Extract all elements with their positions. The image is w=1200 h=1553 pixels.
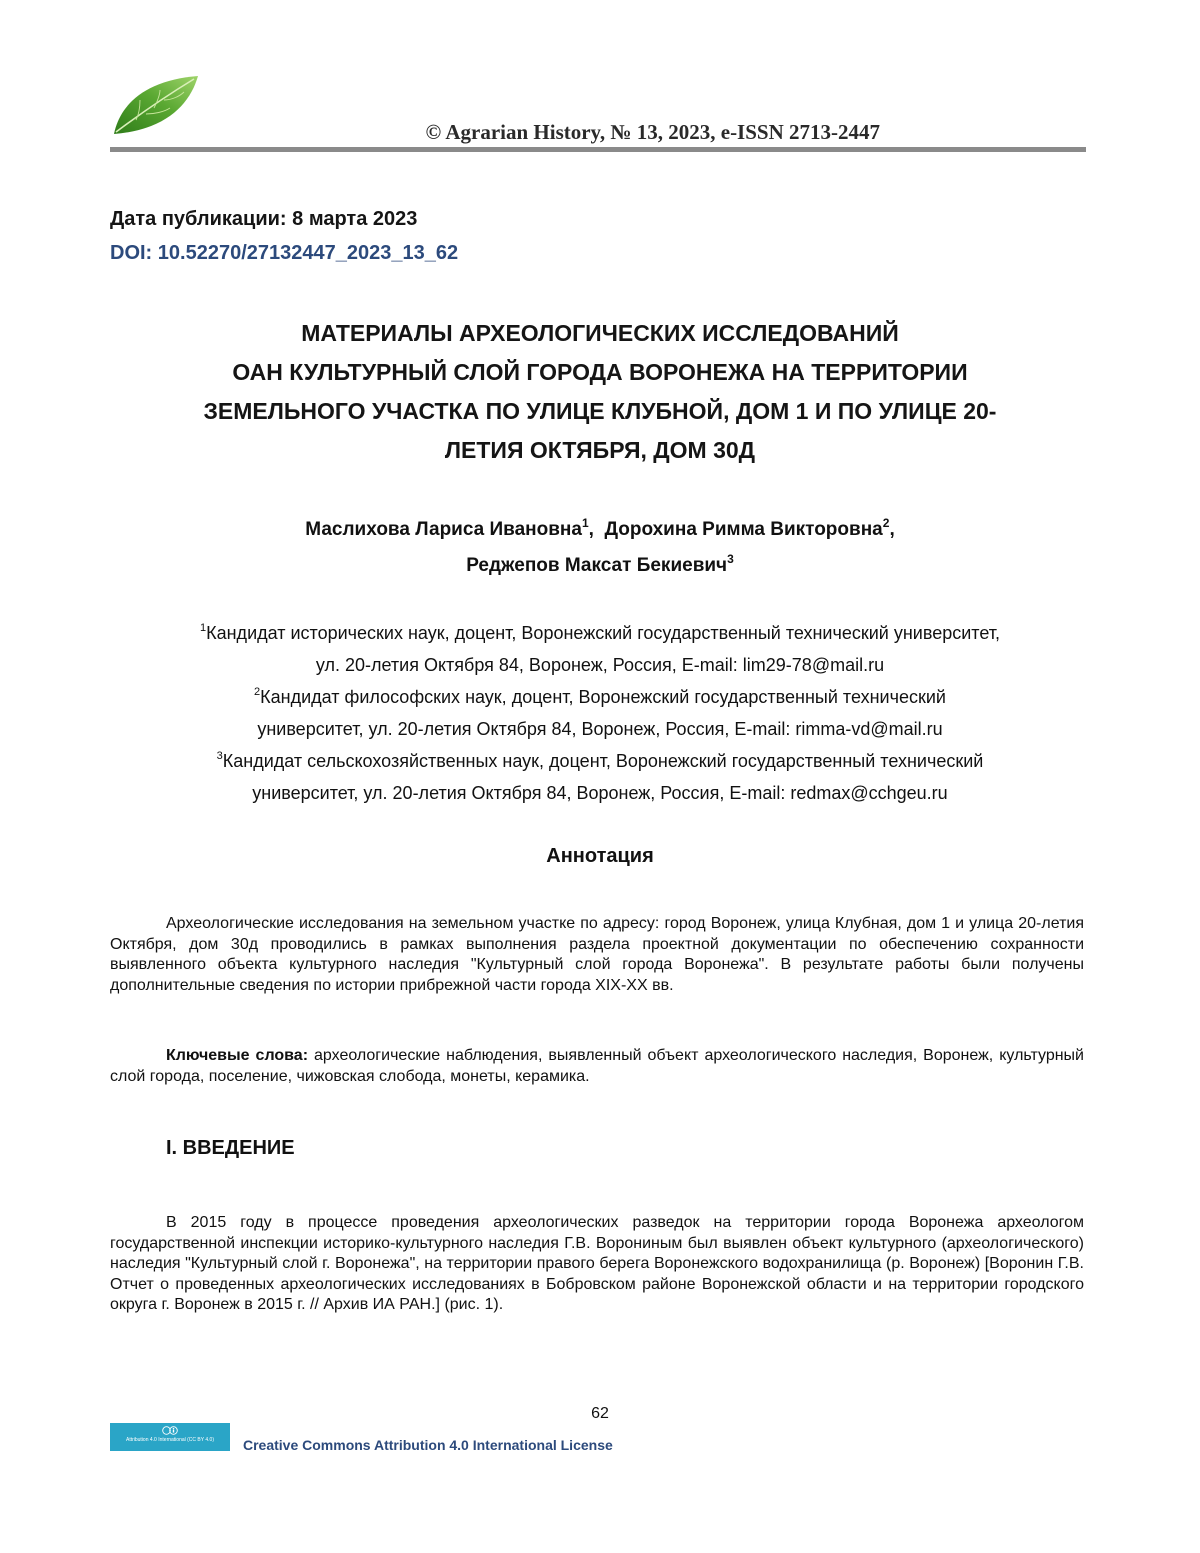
affiliation-line: университет, ул. 20-летия Октября 84, Воронеж, Россия, E-mail: rimma-vd@mail.ru	[257, 719, 943, 739]
affiliation-line	[110, 681, 1090, 713]
keywords-text: археологические наблюдения, выявленный объект археологического наследия, Воронеж, культурный слой города, поселение, чижовская слобода, монеты, керамика.	[110, 1047, 1084, 1085]
journal-line: © Agrarian History, № 13, 2023, e-ISSN 2713-2447	[425, 120, 880, 144]
section-heading: I. ВВЕДЕНИЕ	[166, 1137, 295, 1159]
affiliation-sup: 1	[200, 622, 207, 634]
article-title	[110, 314, 1090, 470]
authors-line	[110, 548, 1090, 584]
affiliation-line	[110, 745, 1090, 777]
abstract-heading: Аннотация	[546, 845, 654, 867]
cc-license-badge[interactable]	[110, 1423, 230, 1451]
author-list	[110, 512, 1090, 584]
author-separator: ,	[588, 519, 605, 540]
author-sup: 1	[581, 516, 589, 530]
affiliation-sup: 2	[254, 686, 261, 698]
section-text: В 2015 году в процессе проведения археологических разведок на территории города Воронежа археологом государственной инспекции историко-культурного наследия Г.В. Ворониным был выявлен объект культурного (археологического) наследия "Культурный слой г. Воронежа", на территории правого берега Воронежского водохранилища (р. Воронеж) [Воронин Г.В. Отчет о проведенных археологических исследованиях в Бобровском районе Воронежской области и на территории городского округа г. Воронеж в 2015 г. // Архив ИА РАН.] (рис. 1).	[110, 1214, 1084, 1313]
title-line: ЛЕТИЯ ОКТЯБРЯ, ДОМ 30Д	[444, 437, 756, 463]
affiliation-line	[110, 617, 1090, 649]
author-sup: 2	[882, 516, 890, 530]
keywords-label: Ключевые слова:	[166, 1047, 309, 1064]
authors-line	[110, 512, 1090, 548]
keywords	[110, 1046, 1084, 1087]
page-number: 62	[591, 1405, 609, 1422]
cc-by-icon	[162, 1426, 178, 1435]
affiliation-line: ул. 20-летия Октября 84, Воронеж, Россия, E-mail: lim29-78@mail.ru	[315, 655, 885, 675]
page-header	[110, 70, 1086, 154]
license-link[interactable]: Creative Commons Attribution 4.0 International License	[243, 1437, 613, 1453]
title-line: МАТЕРИАЛЫ АРХЕОЛОГИЧЕСКИХ ИССЛЕДОВАНИЙ	[301, 320, 899, 346]
abstract-text: Археологические исследования на земельном участке по адресу: город Воронеж, улица Клубная, дом 1 и улица 20-летия Октября, дом 30д проводились в рамках выполнения раздела проектной документации по обеспечению сохранности выявленного объекта культурного наследия "Культурный слой города Воронежа". В результате работы были получены дополнительные сведения по истории прибрежной части города XIX-XX вв.	[110, 915, 1084, 994]
header-rule	[110, 147, 1086, 152]
affiliations	[110, 617, 1090, 809]
title-line: ОАН КУЛЬТУРНЫЙ СЛОЙ ГОРОДА ВОРОНЕЖА НА ТЕРРИТОРИИ	[232, 359, 968, 385]
doi[interactable]: DOI: 10.52270/27132447_2023_13_62	[110, 242, 459, 264]
leaf-logo-icon	[110, 74, 202, 136]
author-name: Маслихова Лариса Ивановна	[305, 519, 582, 540]
affiliation-sup: 3	[216, 750, 223, 762]
publication-date: Дата публикации: 8 марта 2023	[110, 208, 418, 230]
affiliation-text: Кандидат сельскохозяйственных наук, доцент, Воронежский государственный технический	[222, 751, 984, 771]
badge-text: Attribution 4.0 International (CC BY 4.0)	[125, 1437, 214, 1443]
affiliation-text: Кандидат исторических наук, доцент, Воронежский государственный технический университет,	[206, 623, 1000, 643]
title-line: ЗЕМЕЛЬНОГО УЧАСТКА ПО УЛИЦЕ КЛУБНОЙ, ДОМ 1 И ПО УЛИЦЕ 20-	[203, 398, 997, 424]
author-separator: ,	[889, 519, 895, 540]
affiliation-text: Кандидат философских наук, доцент, Воронежский государственный технический	[260, 687, 946, 707]
author-sup: 3	[727, 552, 734, 566]
affiliation-line: университет, ул. 20-летия Октября 84, Воронеж, Россия, E-mail: redmax@cchgeu.ru	[252, 783, 948, 803]
author-name: Реджепов Максат Бекиевич	[466, 555, 728, 576]
author-name: Дорохина Римма Викторовна	[604, 519, 883, 540]
